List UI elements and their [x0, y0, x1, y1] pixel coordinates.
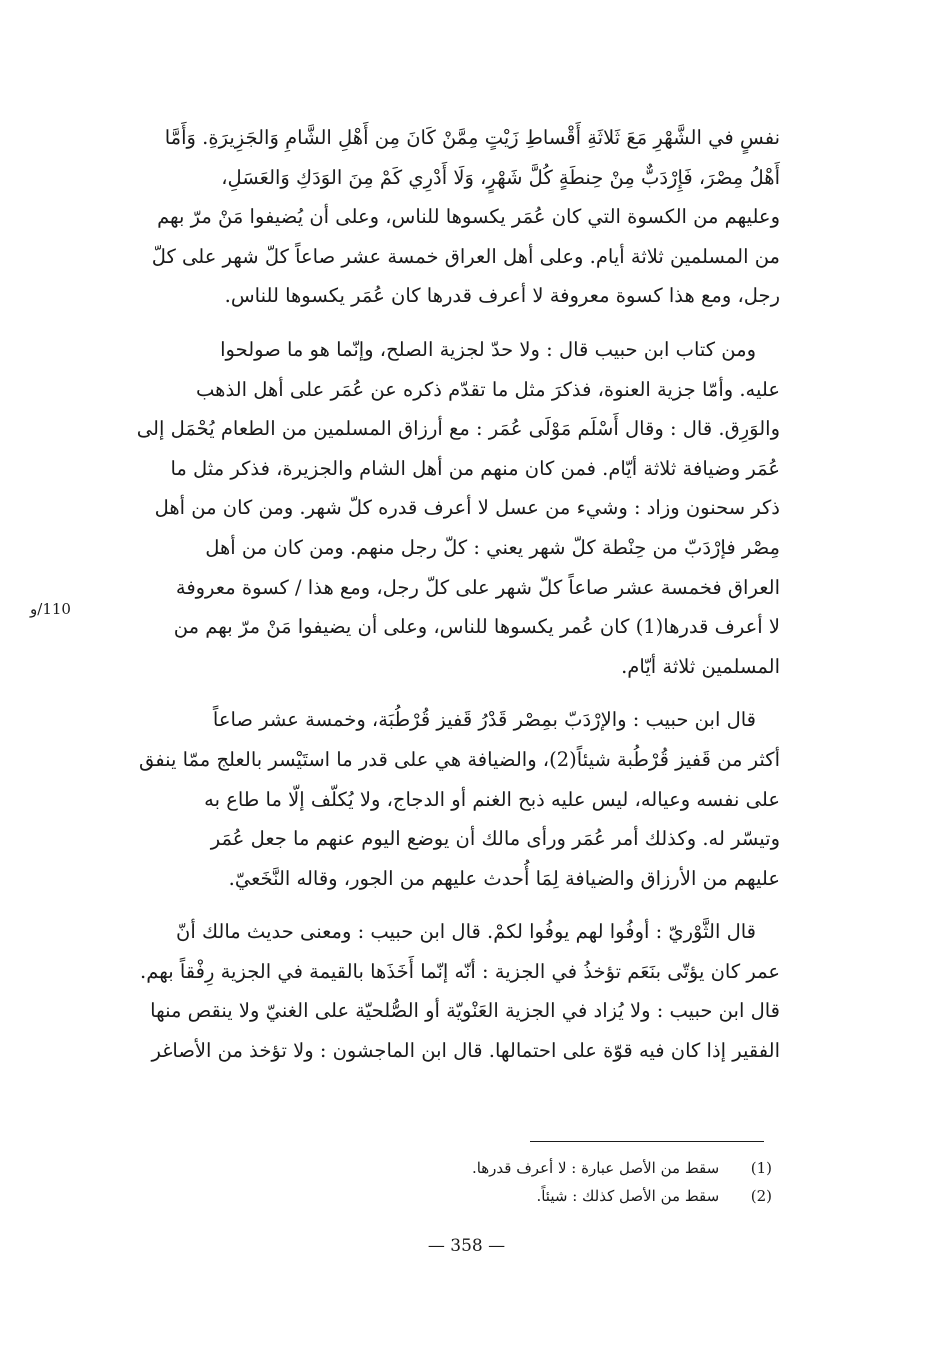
footnote-text: سقط من الأصل عبارة : لا أعرف قدرها.: [471, 1159, 720, 1177]
paragraph-1: [104, 118, 780, 316]
paragraph-2: [104, 330, 780, 686]
text-line: والوَرِق. قال : وقال أَسْلَم مَوْلَى عُمَر : مع أرزاق المسلمين من الطعام يُحْمَل إلى: [136, 417, 780, 441]
folio-margin-note: 110/و: [30, 600, 71, 618]
text-line: المسلمين ثلاثة أيّام.: [621, 654, 780, 678]
text-line: قال الثَّوْريّ : أوفُوا لهم يوفُوا لكمْ. قال ابن حبيب : ومعنى حديث مالك أنّ: [176, 920, 756, 944]
text-line: لا أعرف قدرها(1) كان عُمر يكسوها للناس، وعلى أن يضيفوا مَنْ مرّ بهم من: [173, 615, 780, 639]
text-line: رجل، ومع هذا كسوة معروفة لا أعرف قدرها كان عُمَر يكسوها للناس.: [224, 284, 780, 308]
text-line: الفقير إذا كان فيه قوّة على احتمالها. قال ابن الماجشون : ولا تؤخذ من الأصاغر: [151, 1039, 780, 1063]
text-line: وتيسّر له. وكذلك أمر عُمَر ورأى مالك أن يوضع اليوم عنهم ما جعل عُمَر: [210, 827, 780, 851]
text-line: عليهم من الأرزاق والضيافة لِمَا أُحدث عليهم من الجور، وقاله النَّخَعيّ.: [228, 866, 780, 890]
text-line: العراق فخمسة عشر صاعاً كلّ شهر على كلّ رجل، ومع هذا / كسوة معروفة: [175, 575, 780, 599]
text-line: أكثر من قَفيز قُرْطُبة شيئاً(2)، والضيافة هي على قدر ما استَيْسر بالعلج ممّا ينفق: [138, 747, 780, 771]
paragraph-3: [104, 700, 780, 898]
text-line: من المسلمين ثلاثة أيام. وعلى أهل العراق خمسة عشر صاعاً كلّ شهر على كلّ: [151, 244, 780, 268]
text-line: عمر كان يؤتّى بنَعَم تؤخذُ في الجزية : أنّه إنّما أَخَذَها بالقيمة في الجزية رِفْقاً بهم.: [140, 959, 780, 983]
text-line: عليه. وأمّا جزية العنوة، فذكرَ مثل ما تقدّم ذكره عن عُمَر على أهل الذهب: [196, 377, 780, 401]
text-line: مِصْر فإرْدَبّ من حِنْطة كلّ شهر يعني : كلّ رجل منهم. ومن كان من أهل: [205, 535, 780, 559]
footnote-divider: [530, 1141, 764, 1142]
text-line: عُمَر وضيافة ثلاثة أيّام. فمن كان منهم من أهل الشام والجزيرة، فذكر مثل ما: [170, 456, 780, 480]
page-number: — 358 —: [427, 1236, 506, 1256]
text-line: ذكر سحنون وزاد : وشيء من عسل لا أعرف قدره كلّ شهر. ومن كان من أهل: [154, 496, 780, 520]
footnotes: [420, 1154, 772, 1210]
footnote-text: سقط من الأصل كذلك : شيئاً.: [536, 1187, 720, 1205]
footnote-2: [420, 1182, 772, 1210]
main-text: [104, 118, 780, 1071]
text-line: ومن كتاب ابن حبيب قال : ولا حدّ لجزية الصلح، وإنّما هو ما صولحوا: [220, 337, 756, 361]
text-line: نفسٍ في الشَّهْرِ مَعَ ثَلاثَةِ أَقْساطِ زَيْتٍ مِمَّنْ كَانَ مِن أَهْلِ الشَّامِ وَالجَزِيرَةِ. وَأَمَّا: [164, 126, 780, 149]
footnote-number: (2): [750, 1187, 772, 1205]
text-line: على نفسه وعياله، ليس عليه ذبح الغنم أو الدجاج، ولا يُكلّف إلّا ما طاع به: [204, 787, 780, 811]
text-line: قال ابن حبيب : ولا يُزاد في الجزية العَنْويّة أو الصُّلحيّة على الغنيّ ولا ينقص منها: [150, 999, 780, 1023]
text-line: وعليهم من الكسوة التي كان عُمَر يكسوها للناس، وعلى أن يُضيفوا مَنْ مرّ بهم: [157, 205, 780, 229]
footnote-number: (1): [750, 1159, 772, 1177]
footnote-1: [420, 1154, 772, 1182]
text-line: قال ابن حبيب : والإرْدَبّ بمِصْر قَدْرُ قَفيز قُرْطُبَة، وخمسة عشر صاعاً: [212, 708, 756, 732]
text-line: أَهْلُ مِصْرَ، فَإِرْدَبٌّ مِنْ حِنطَةٍ كُلَّ شَهْرٍ، وَلَا أَدْرِي كَمْ مِنَ الوَدَكِ وَالعَسَلِ،: [221, 165, 780, 189]
paragraph-4: [104, 912, 780, 1070]
